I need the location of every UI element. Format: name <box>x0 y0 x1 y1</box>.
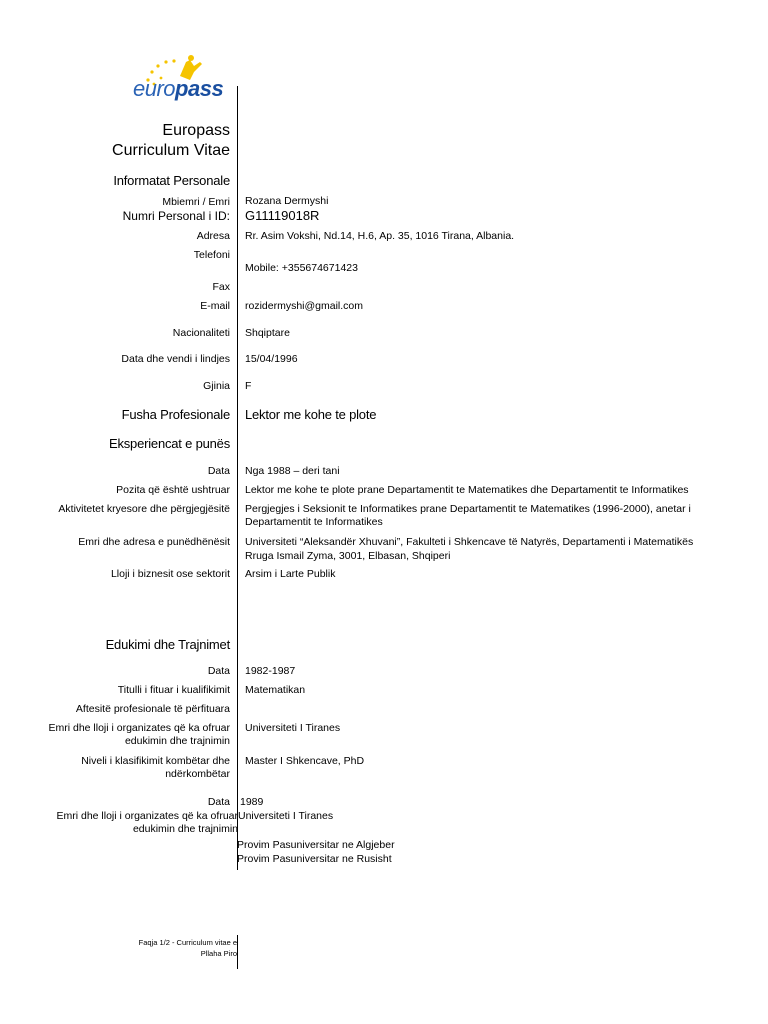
value-mobile: Mobile: +355674671423 <box>245 262 358 274</box>
value-address: Rr. Asim Vokshi, Nd.14, H.6, Ap. 35, 1016 Tirana, Albania. <box>245 230 515 242</box>
label-edu-date: Data <box>207 665 230 677</box>
value-nationality: Shqiptare <box>245 327 290 339</box>
label-profession: Fusha Profesionale <box>121 407 230 422</box>
value-exp-sector: Arsim i Larte Publik <box>245 568 336 580</box>
label-exp-position: Pozita që është ushtruar <box>116 484 230 496</box>
value-exp-position: Lektor me kohe te plote prane Departamentit te Matematikes dhe Departamentit te Informatikes <box>245 484 689 496</box>
label-edu2-org-line2: edukimin dhe trajnimin <box>132 823 238 835</box>
value-gender: F <box>245 380 252 392</box>
label-exp-employer: Emri dhe adresa e punëdhënësit <box>78 536 230 548</box>
column-divider <box>237 86 238 870</box>
footer-page-info <box>139 937 237 959</box>
label-birth: Data dhe vendi i lindjes <box>121 353 230 365</box>
label-edu-level-line2: ndërkombëtar <box>165 768 230 780</box>
title-line-2: Curriculum Vitae <box>112 142 230 159</box>
label-phone: Telefoni <box>193 249 230 261</box>
value-edu-title: Matematikan <box>245 684 306 696</box>
label-edu-title: Titulli i fituar i kualifikimit <box>117 684 230 696</box>
label-edu-level: Niveli i klasifikimit kombëtar dhe <box>81 755 230 767</box>
value-edu2-org: Universiteti I Tiranes <box>238 810 334 822</box>
value-edu2-exam-2: Provim Pasuniversitar ne Rusisht <box>237 853 392 865</box>
value-exp-employer-line2: Rruga Ismail Zyma, 3001, Elbasan, Shqiperi <box>245 550 451 562</box>
label-exp-date: Data <box>207 465 230 477</box>
label-email: E-mail <box>200 300 230 312</box>
title-line-1: Europass <box>162 122 230 139</box>
label-exp-activities: Aktivitetet kryesore dhe përgjegjësitë <box>58 503 230 515</box>
label-gender: Gjinia <box>203 380 230 392</box>
section-heading-experience: Eksperiencat e punës <box>108 436 230 451</box>
label-address: Adresa <box>196 230 230 242</box>
section-heading-education: Edukimi dhe Trajnimet <box>105 637 230 652</box>
footer-divider <box>237 935 238 969</box>
section-heading-personal: Informatat Personale <box>113 173 230 188</box>
label-exp-sector: Lloji i biznesit ose sektorit <box>110 568 230 580</box>
value-edu-date: 1982-1987 <box>245 665 296 677</box>
value-edu-level: Master I Shkencave, PhD <box>245 755 365 767</box>
label-edu-skills: Aftesitë profesionale të përfituara <box>75 703 230 715</box>
value-exp-activities: Pergjegjes i Seksionit te Informatikes prane Departamentit te Matematikes (1996-2000), anetar i <box>245 503 691 515</box>
label-edu-org: Emri dhe lloji i organizates që ka ofruar <box>48 722 230 734</box>
logo-text-euro: euro <box>133 76 176 101</box>
value-edu-org: Universiteti I Tiranes <box>245 722 341 734</box>
label-fax: Fax <box>212 281 230 293</box>
label-edu2-org: Emri dhe lloji i organizates që ka ofruar <box>56 810 238 822</box>
footer-line-2: Pllaha Piro <box>200 949 237 958</box>
label-surname-name: Mbiemri / Emri <box>162 196 230 208</box>
value-birth: 15/04/1996 <box>245 353 298 365</box>
value-surname-name: Rozana Dermyshi <box>245 195 329 207</box>
label-edu2-date: Data <box>207 796 230 808</box>
logo-text-pass: pass <box>175 76 224 101</box>
value-exp-employer: Universiteti “Aleksandër Xhuvani”, Fakulteti i Shkencave të Natyrës, Departamenti i Matematikës <box>245 536 694 548</box>
value-exp-activities-line2: Departamentit te Informatikes <box>245 516 383 528</box>
value-personal-id: G11119018R <box>245 208 320 223</box>
value-edu2-date: 1989 <box>240 796 264 808</box>
value-profession: Lektor me kohe te plote <box>245 407 377 422</box>
europass-logo <box>128 54 238 110</box>
label-edu-org-line2: edukimin dhe trajnimin <box>124 735 230 747</box>
cv-title <box>112 121 230 161</box>
label-nationality: Nacionaliteti <box>172 327 230 339</box>
footer-line-1: Faqja 1/2 - Curriculum vitae e <box>138 938 237 947</box>
value-exp-date: Nga 1988 – deri tani <box>245 465 340 477</box>
value-edu2-exam-1: Provim Pasuniversitar ne Algjeber <box>237 839 395 851</box>
value-email: rozidermyshi@gmail.com <box>245 300 364 312</box>
label-personal-id: Numri Personal i ID: <box>122 209 230 223</box>
